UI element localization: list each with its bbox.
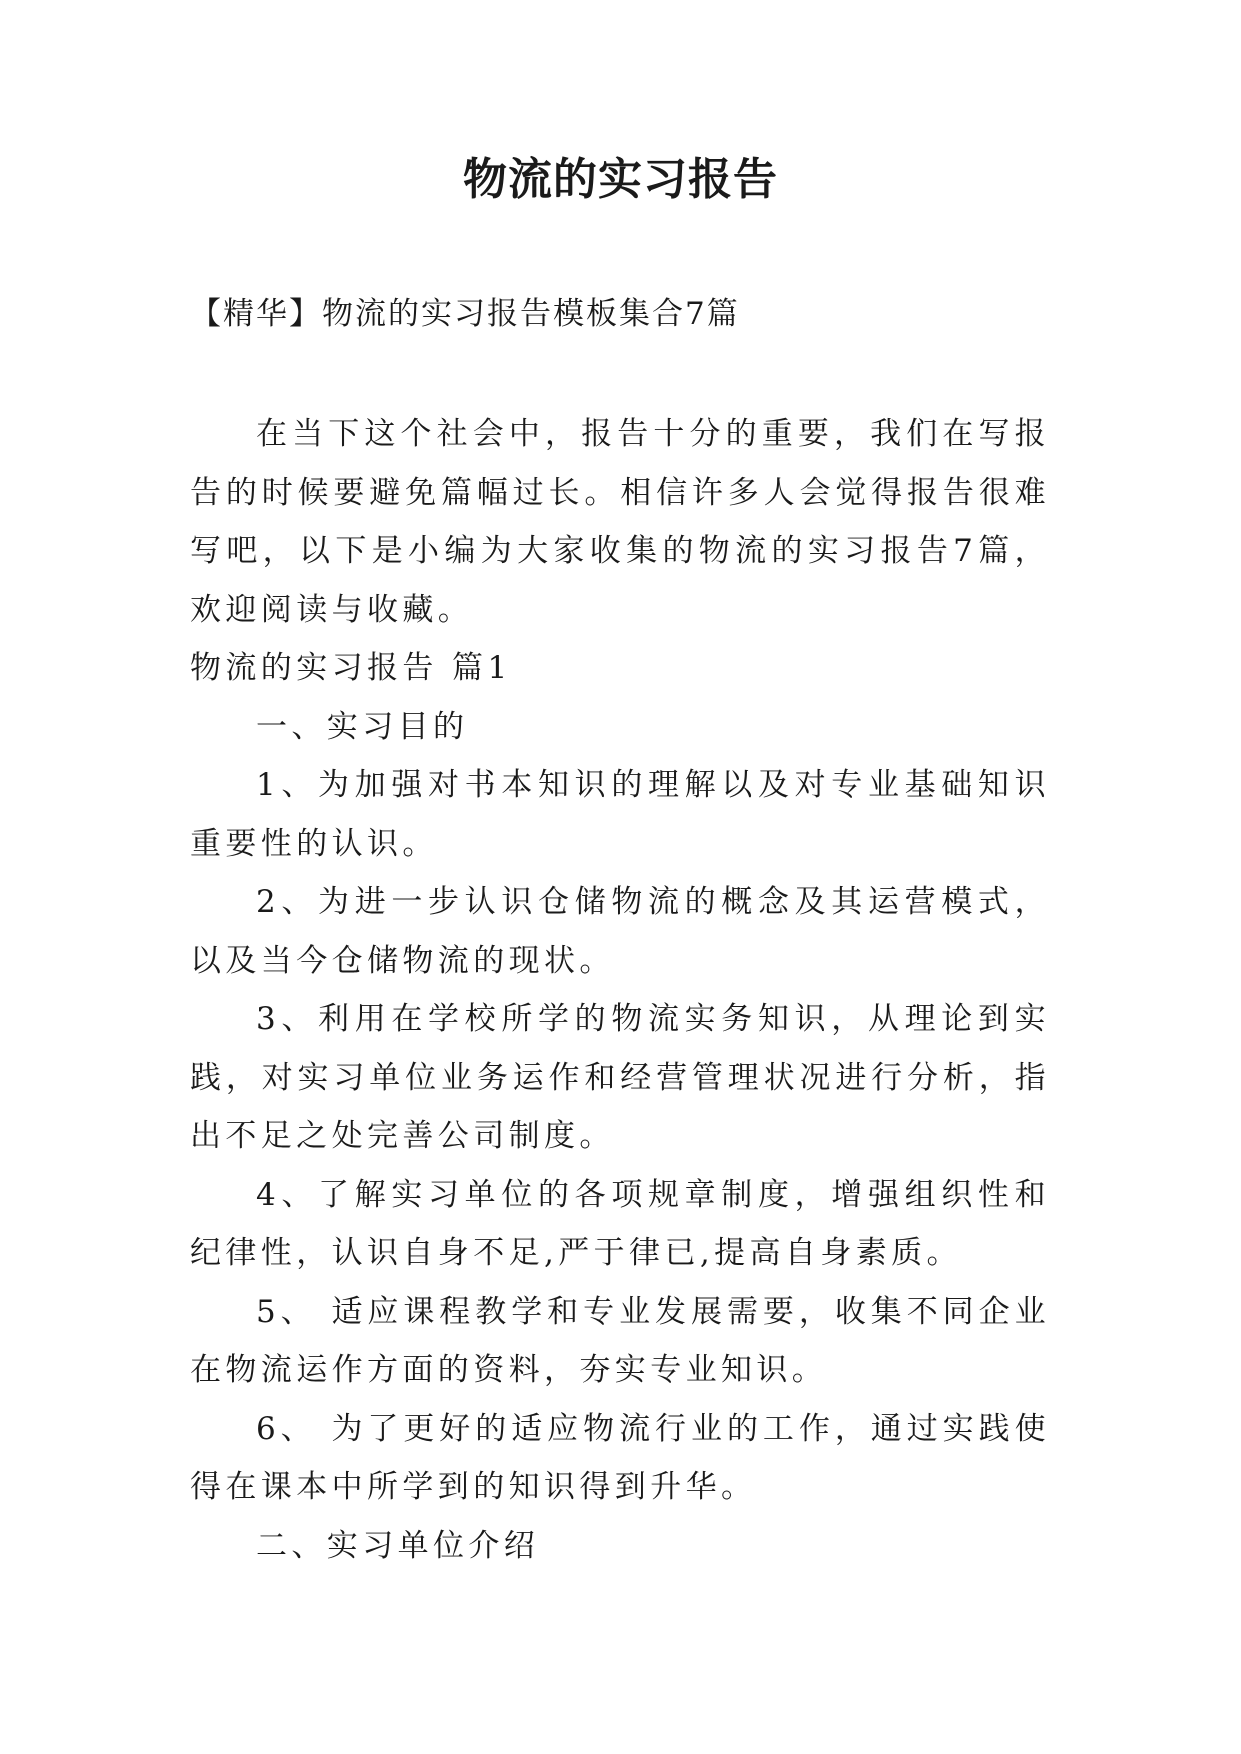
document-subtitle: 【精华】物流的实习报告模板集合7篇 <box>190 296 740 332</box>
purpose-item-3: 3、利用在学校所学的物流实务知识，从理论到实践，对实习单位业务运作和经营管理状况进行分析，指出不足之处完善公司制度。 <box>190 1001 1050 1154</box>
document-title: 物流的实习报告 <box>463 154 778 205</box>
purpose-item-4: 4、了解实习单位的各项规章制度，增强组织性和纪律性，认识自身不足,严于律已,提高自身素质。 <box>190 1176 1050 1271</box>
purpose-item-2: 2、为进一步认识仓储物流的概念及其运营模式，以及当今仓储物流的现状。 <box>190 884 1050 979</box>
heading-unit-introduction: 二、实习单位介绍 <box>256 1527 540 1564</box>
section-heading-part-1: 物流的实习报告 篇1 <box>190 650 512 686</box>
document-body <box>190 405 1050 1575</box>
purpose-item-5: 5、 适应课程教学和专业发展需要，收集不同企业在物流运作方面的资料，夯实专业知识。 <box>190 1293 1050 1388</box>
purpose-item-1: 1、为加强对书本知识的理解以及对专业基础知识重要性的认识。 <box>190 767 1050 862</box>
purpose-item-6: 6、 为了更好的适应物流行业的工作，通过实践使得在课本中所学到的知识得到升华。 <box>190 1410 1050 1505</box>
intro-paragraph: 在当下这个社会中，报告十分的重要，我们在写报告的时候要避免篇幅过长。相信许多人会觉得报告很难写吧，以下是小编为大家收集的物流的实习报告7篇，欢迎阅读与收藏。 <box>190 416 1050 628</box>
heading-internship-purpose: 一、实习目的 <box>256 708 469 745</box>
